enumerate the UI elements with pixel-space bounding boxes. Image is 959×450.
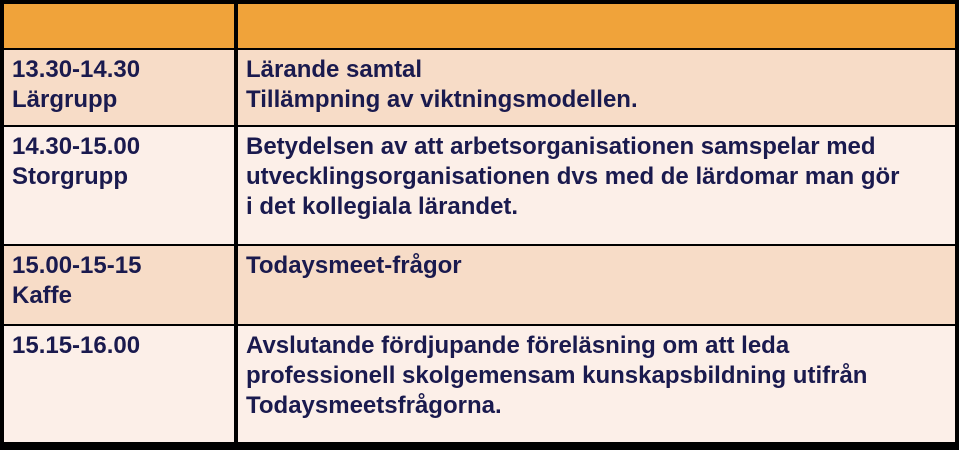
- row-4-activity-line-3: Todaysmeetsfrågorna.: [246, 392, 502, 419]
- row-4-time-cell: [4, 326, 234, 442]
- row-1-time: 13.30-14.30: [12, 56, 141, 83]
- row-2-activity-cell: [238, 127, 955, 244]
- row-3-activity-cell: [238, 246, 955, 324]
- row-2-time: 14.30-15.00: [12, 133, 141, 160]
- row-1-activity-line-2: Tillämpning av viktningsmodellen.: [246, 86, 638, 113]
- row-3-group: Kaffe: [12, 282, 73, 309]
- schedule-table: [4, 4, 955, 446]
- row-2-activity-line-3: i det kollegiala lärandet.: [246, 193, 519, 220]
- header-activity-cell: [238, 4, 955, 48]
- row-2-group: Storgrupp: [12, 163, 128, 190]
- row-1-activity-line-1: Lärande samtal: [246, 56, 423, 83]
- row-2-activity-line-1: Betydelsen av att arbetsorganisationen samspelar med: [246, 133, 876, 160]
- row-3-time-cell: [4, 246, 234, 324]
- row-4-activity-line-1: Avslutande fördjupande föreläsning om att leda: [246, 332, 790, 359]
- header-time-cell: [4, 4, 234, 48]
- row-4-time: 15.15-16.00: [12, 332, 141, 359]
- row-1-time-cell: [4, 50, 234, 125]
- row-4-activity-line-2: professionell skolgemensam kunskapsbildning utifrån: [246, 362, 868, 389]
- row-1-group: Lärgrupp: [12, 86, 118, 113]
- row-2-activity-line-2: utvecklingsorganisationen dvs med de lärdomar man gör: [246, 163, 900, 190]
- row-3-time: 15.00-15-15: [12, 252, 142, 279]
- row-2-time-cell: [4, 127, 234, 244]
- row-3-activity-line-1: Todaysmeet-frågor: [246, 252, 462, 279]
- row-1-activity-cell: [238, 50, 955, 125]
- row-4-activity-cell: [238, 326, 955, 442]
